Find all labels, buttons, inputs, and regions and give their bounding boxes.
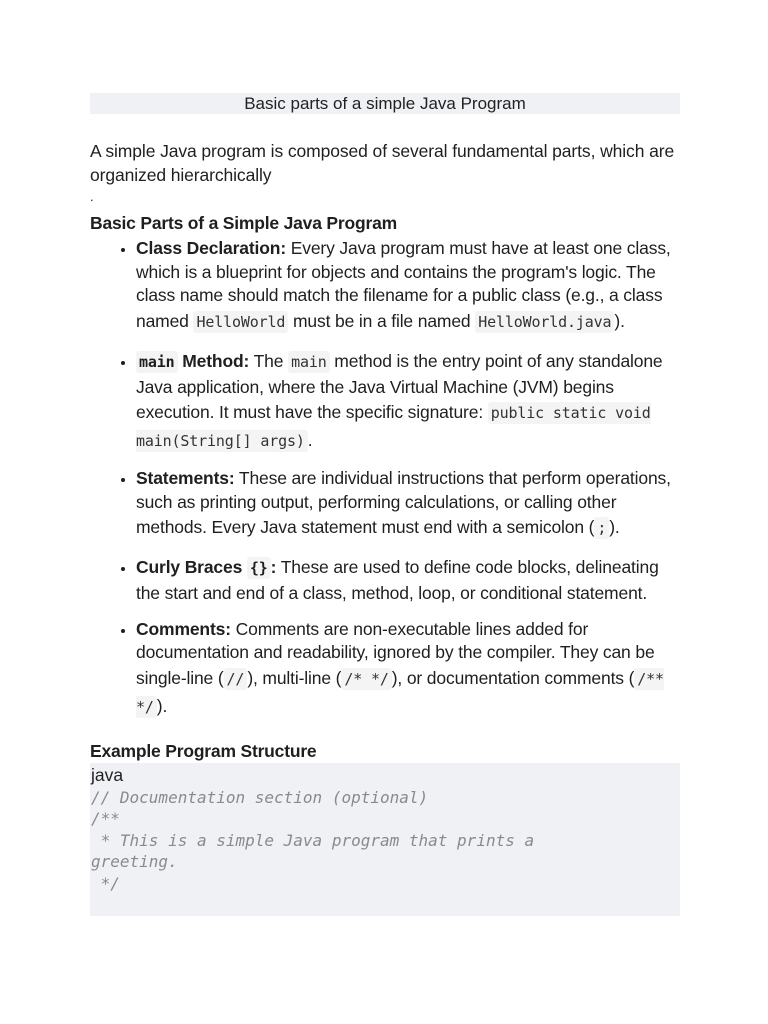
item-text: ). [609,517,620,537]
document-page [90,93,680,916]
list-item-main-method [136,348,680,456]
term-label: main Method: [136,351,249,371]
item-text: ), or documentation comments ( [391,667,635,688]
list-item-curly-braces [136,554,680,606]
inline-code: // [224,668,248,690]
code-line: // Documentation section (optional) [91,787,429,807]
list-item-class-declaration [136,237,680,336]
code-language-label: java [91,764,124,785]
item-text: ), multi-line ( [247,667,342,688]
intro-paragraph: A simple Java program is composed of several fundamental parts, which are organized hierarchically [90,141,675,185]
item-text: ). [614,310,625,331]
item-text: ). [156,695,168,716]
list-item-statements [136,467,680,542]
code-block [90,763,680,916]
code-line: */ [91,873,120,893]
item-text: method is the entry point of any standalone Java application, where the Java Virtual Machine (JVM) begins execution. It must have the specific signature: [136,350,663,422]
list-item-comments [136,618,680,721]
inline-code: HelloWorld.java [475,311,614,333]
inline-code: {} [247,557,271,579]
parts-list [90,237,680,721]
inline-code: main [288,351,330,373]
inline-code: HelloWorld [193,311,288,333]
item-text: . [307,430,313,450]
example-heading: Example Program Structure [90,740,317,761]
item-text: These are individual instructions that perform operations, such as printing output, performing calculations, or calling other methods. Every Java statement must end with a semicolon ( [136,468,671,537]
code-line: /** [91,809,120,828]
item-text: Comments are non-executable lines added for documentation and readability, ignored by the compiler. They can be single-line ( [136,618,655,688]
intro-trailing-period: . [90,189,94,204]
item-text: Every Java program must have at least one class, which is a blueprint for objects and contains the program's logic. The class name should match the filename for a public class (e.g., a class named [136,238,671,331]
term-label: Class Declaration: [136,238,286,258]
document-title: Basic parts of a simple Java Program [90,93,680,114]
inline-code: /** */ [136,669,664,716]
item-text: The [249,350,289,371]
item-text: These are used to define code blocks, delineating the start and end of a class, method, loop, or conditional statement. [136,557,659,603]
term-label: Comments: [136,618,231,639]
inline-code: main [136,351,178,373]
term-label: Curly Braces {} : [136,557,277,577]
item-text: must be in a file named [288,310,476,331]
code-line: * This is a simple Java program that prints a [91,830,535,850]
inline-code: ; [594,517,609,539]
inline-code: /* */ [341,668,391,690]
section-heading: Basic Parts of a Simple Java Program [90,213,397,233]
term-label: Statements: [136,468,235,488]
code-line: greeting. [91,852,178,871]
inline-code: public static void main(String[] args) [136,404,651,450]
